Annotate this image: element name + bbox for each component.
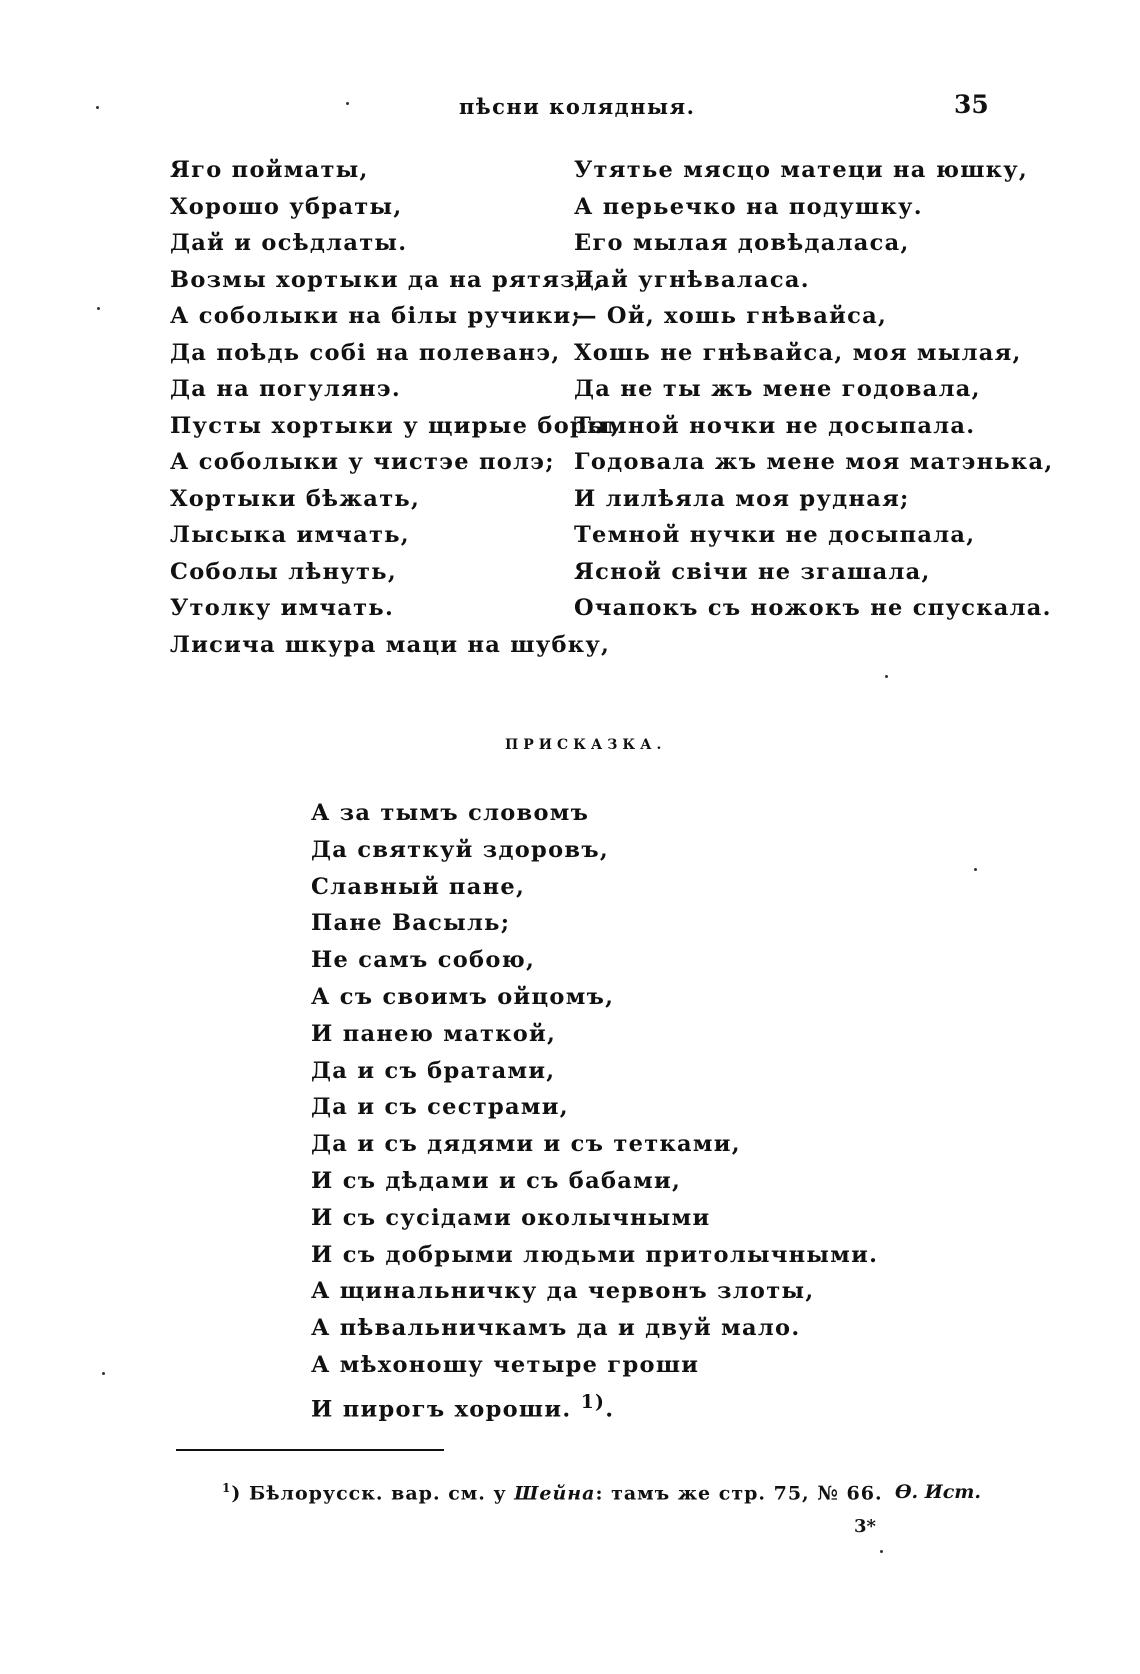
verse-line: Хортыки бѣжать, <box>170 485 421 512</box>
verse-line: Утолку имчать. <box>170 595 395 621</box>
print-speck <box>885 675 888 678</box>
verse-line: Соболы лѣнуть, <box>170 558 397 585</box>
footnote-text-before: ) Бѣлорусск. вар. см. у <box>231 1482 515 1505</box>
verse-line: И лилѣяла моя рудная; <box>574 485 910 512</box>
footnote-divider <box>176 1449 444 1451</box>
footnote-signature: Ѳ. Ист. <box>895 1481 982 1503</box>
verse-line: Да поѣдь собі на полеванэ, <box>170 339 561 366</box>
verse-line: Да и съ дядями и съ тетками, <box>311 1131 741 1158</box>
verse-line: Да на погулянэ. <box>170 376 401 402</box>
verse-line: — Ой, хошь гнѣвайса, <box>574 303 888 329</box>
footnote-marker: 1 <box>222 1481 232 1495</box>
verse-line: А соболыки на білы ручики; <box>170 303 582 329</box>
verse-line-text: И пирогъ хороши. <box>311 1396 572 1423</box>
verse-line: Очапокъ съ ножокъ не спускала. <box>574 595 1052 621</box>
verse-line: Лысыка имчать, <box>170 522 410 548</box>
priskazka-verse <box>311 795 878 1421</box>
footnote-text-after: : тамъ же стр. 75, № 66. <box>595 1482 883 1505</box>
print-speck <box>96 106 99 109</box>
verse-line: Годовала жъ мене моя матэнька, <box>574 449 1054 475</box>
footnote-reference[interactable]: 1) <box>580 1390 606 1413</box>
verse-line: Да и съ братами, <box>311 1057 556 1084</box>
verse-line: Темной нучки не досыпала, <box>574 522 976 548</box>
verse-line: Не самъ собою, <box>311 947 536 974</box>
print-speck <box>346 102 349 105</box>
verse-line: А пѣвальничкамъ да и двуй мало. <box>311 1315 801 1342</box>
verse-line: Да святкуй здоровъ, <box>311 836 610 863</box>
verse-line: Хошь не гнѣвайса, моя мылая, <box>574 339 1022 366</box>
print-speck <box>880 1550 883 1553</box>
verse-line: Да не ты жъ мене годовала, <box>574 376 981 402</box>
verse-line: Возмы хортыки да на рятязи, <box>170 266 603 293</box>
footnote-reference-number: 1 <box>580 1390 596 1413</box>
verse-line: Дай и осѣдлаты. <box>170 230 408 256</box>
verse-line: А съ своимъ ойцомъ, <box>311 983 615 1010</box>
running-title: пѣсни колядныя. <box>459 94 696 119</box>
print-speck <box>97 307 100 310</box>
verse-line: И съ сусідами околычными <box>311 1204 711 1231</box>
verse-line: И съ дѣдами и съ бабами, <box>311 1167 682 1194</box>
page-number: 35 <box>954 90 989 119</box>
verse-line: А мѣхоношу четыре гроши <box>311 1351 700 1378</box>
footnote-author: Шейна <box>514 1482 596 1505</box>
verse-line: Дай угнѣваласа. <box>574 266 810 293</box>
printer-signature-mark: 3* <box>854 1516 876 1537</box>
verse-line: И съ добрыми людьми притолычными. <box>311 1241 879 1268</box>
left-verse-column <box>170 152 620 663</box>
verse-line: Яго пойматы, <box>170 157 369 183</box>
print-speck <box>974 868 977 871</box>
verse-line: А перьечко на подушку. <box>574 193 923 220</box>
verse-line: Хорошо убраты, <box>170 193 403 220</box>
footnote <box>222 1481 883 1504</box>
right-verse-column <box>574 152 1054 627</box>
verse-line: А соболыки у чистэе полэ; <box>170 449 555 475</box>
verse-line: А щинальничку да червонъ злоты, <box>311 1278 815 1305</box>
verse-line: Пусты хортыки у щирые боры, <box>170 412 621 439</box>
verse-line: И панею маткой, <box>311 1020 557 1047</box>
verse-line: Да и съ сестрами, <box>311 1094 569 1121</box>
verse-line: Лисича шкура маци на шубку, <box>170 631 611 658</box>
verse-line: Славный пане, <box>311 873 526 900</box>
verse-line: Утятье мясцо матеци на юшку, <box>574 157 1029 183</box>
verse-line: И пирогъ хороши. $^{1)}$. <box>311 1390 615 1423</box>
section-title: ПРИСКАЗКА. <box>505 737 667 753</box>
verse-line: А за тымъ словомъ <box>311 800 590 826</box>
print-speck <box>102 1372 105 1375</box>
verse-line: Пане Васыль; <box>311 910 511 937</box>
verse-line: Ясной свічи не згашала, <box>574 558 931 585</box>
verse-line: Его мылая довѣдаласа, <box>574 230 910 256</box>
verse-line: Тэмной ночки не досыпала. <box>574 412 976 439</box>
